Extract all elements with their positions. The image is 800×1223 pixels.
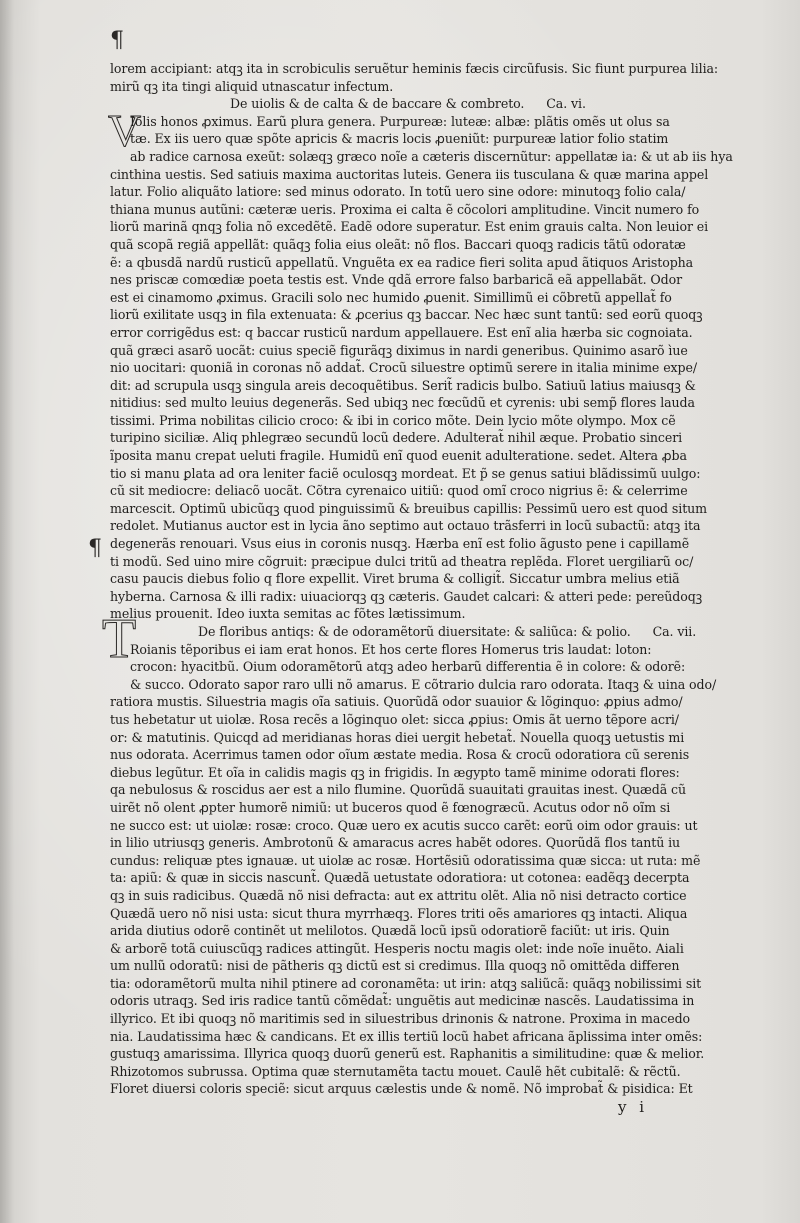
text-line: lorem accipiant: atqꝫ ita in scrobiculis seruẽtur heminis fæcis circũfusis. Sic fiunt purpurea lilia: bbox=[110, 61, 719, 76]
text-line: qa nebulosus & roscidus aer est a nilo flumine. Quorũdã suauitati grauitas inest. Quædã cũ bbox=[110, 782, 687, 798]
text-line: tæ. Ex iis uero quæ spõte apricis & macris locis ꝓueniũt: purpureæ latior folio statim bbox=[130, 131, 669, 147]
text-line: ĩposita manu crepat ueluti fragile. Humidũ enĩ quod euenit adulteratione. sedet. Altera ꝓba bbox=[110, 448, 687, 464]
text-line: ab radice carnosa exeũt: solæqꝫ græco noĩe a cæteris discernũtur: appellatæ ia: & ut ab iis hya bbox=[130, 148, 733, 164]
text-line: gustuqꝫ amarissima. Illyrica quoqꝫ duorũ generũ est. Raphanitis a similitudine: quæ & melior. bbox=[110, 1046, 705, 1062]
text-line: quã græci asarõ uocãt: cuius speciẽ figurãqꝫ diximus in nardi generibus. Quinimo asarõ ìue bbox=[110, 342, 688, 358]
text-line: ti modũ. Sed uino mire cõgruit: præcipue dulci tritũ ad theatra replẽda. Floret uergiliarũ oc/ bbox=[110, 553, 694, 569]
chapter-heading-7 bbox=[110, 623, 697, 641]
text-line: Quædã uero nõ nisi usta: sicut thura myrrhæqꝫ. Flores triti oẽs amariores qꝫ intacti. Aliqua bbox=[110, 905, 688, 921]
chapter-number: Ca. vi. bbox=[546, 96, 586, 112]
text-line: um nullũ odoratũ: nisi de pãtheris qꝫ dictũ est si credimus. Illa quoqꝫ nõ omittẽda differen bbox=[110, 958, 680, 974]
text-line: ratiora mustis. Siluestria magis oĩa satiuis. Quorũdã odor suauior & lõginquo: ꝓpius admo/ bbox=[110, 694, 683, 710]
text-line: crocon: hyacitbũ. Oium odoramẽtorũ atqꝫ adeo herbarũ differentia ẽ in colore: & odorẽ: bbox=[130, 659, 686, 675]
text-line: tus hebetatur ut uiolæ. Rosa recẽs a lõginquo olet: sicca ꝓpius: Omis ãt uerno tẽpore acri/ bbox=[110, 711, 679, 727]
heading-text: De uiolis & de calta & de baccare & combreto. bbox=[230, 96, 525, 112]
text-line: Rhizotomos subrussa. Optima quæ sternutamẽta tactu mouet. Caulẽ hẽt cubitalẽ: & rẽctũ. bbox=[110, 1063, 681, 1079]
text-line: & arborẽ totã cuiuscũqꝫ radices attingũt. Hesperis noctu magis olet: inde noĩe inuẽto. Aiali bbox=[110, 940, 684, 956]
text-line: thiana munus autũni: cæteræ ueris. Proxima ei calta ẽ cõcolori amplitudine. Vincit numero fo bbox=[110, 201, 700, 217]
text-line: ne succo est: ut uiolæ: rosæ: croco. Quæ uero ex acutis succo carẽt: eorũ oim odor grauis: ut bbox=[110, 817, 698, 833]
signature-mark: y i bbox=[618, 1098, 649, 1116]
text-line: quã scopã regiã appellãt: quãqꝫ folia eius oleãt: nõ flos. Baccari quoqꝫ radicis tãtũ odoratæ bbox=[110, 236, 686, 252]
chapter-heading-6 bbox=[110, 95, 670, 113]
text-line: qꝫ in suis radicibus. Quædã nõ nisi defracta: aut ex attritu olẽt. Alia nõ nisi detracto cortice bbox=[110, 887, 687, 903]
text-line: latur. Folio aliquãto latiore: sed minus odorato. In totũ uero sine odore: minutoqꝫ folio cala/ bbox=[110, 184, 686, 200]
text-line: nes priscæ comœdiæ poeta testis est. Vnde qdã errore falso barbaricã eã appellabãt. Odor bbox=[110, 272, 683, 288]
text-line: cũ sit mediocre: deliacõ uocãt. Cõtra cyrenaico uitiũ: quod omĩ croco nigrius ẽ: & celerrime bbox=[110, 483, 688, 499]
text-line: error corrigẽdus est: q baccar rusticũ nardum appellauere. Est enĩ alia hærba sic cognoiata. bbox=[110, 324, 693, 340]
drop-initial-t: T bbox=[102, 608, 137, 670]
page-bottom-margin bbox=[0, 1140, 800, 1223]
text-line: Floret diuersi coloris speciẽ: sicut arquus cælestis unde & nomẽ. Nõ improbat̃ & pisidica: Et bbox=[110, 1081, 693, 1097]
text-line: ta: apiũ: & quæ in siccis nascunt̃. Quædã uetustate odoratiora: ut cotonea: eadẽqꝫ decerpta bbox=[110, 870, 690, 886]
text-line: degenerãs renouari. Vsus eius in coronis nusqꝫ. Hærba enĩ est folio ãgusto pene i capillamẽ bbox=[110, 536, 690, 552]
text-line: nia. Laudatissima hæc & candicans. Et ex illis tertiũ locũ habet africana ãplissima inter omẽs: bbox=[110, 1028, 703, 1044]
text-line: dit: ad scrupula usqꝫ singula areis decoquẽtibus. Serit̃ radicis bulbo. Satiuũ latius maiusqꝫ & bbox=[110, 377, 696, 393]
text-line: cundus: reliquæ ptes ignauæ. ut uiolæ ac rosæ. Hortẽsiũ odoratissima quæ sicca: ut ruta: mẽ bbox=[110, 852, 701, 868]
text-line: mirũ qꝫ ita tingi aliquid utnascatur infectum. bbox=[110, 78, 394, 94]
text-line: melius prouenit. Ideo iuxta semitas ac fõtes lætissimum. bbox=[110, 606, 466, 622]
text-line: redolet. Mutianus auctor est in lycia ãno septimo aut octauo trãsferri in locũ subactũ: atqꝫ ita bbox=[110, 518, 701, 534]
text-line: diebus legũtur. Et oĩa in calidis magis qꝫ in frigidis. In ægypto tamẽ minime odorati flores: bbox=[110, 764, 680, 780]
text-line: est ei cinamomo ꝓximus. Gracili solo nec humido ꝓuenit. Simillimũ ei cõbretũ appellat̃ fo bbox=[110, 289, 672, 305]
text-line: hyberna. Carnosa & illi radix: uiuaciorqꝫ qꝫ cæteris. Gaudet calcari: & atteri pede: pereũdoqꝫ bbox=[110, 588, 703, 604]
text-line: tissimi. Prima nobilitas cilicio croco: & ibi in corico mõte. Dein lycio mõte olympo. Mox cẽ bbox=[110, 412, 676, 428]
text-line: odoris utraqꝫ. Sed iris radice tantũ cõmẽdat̃: unguẽtis aut medicinæ nascẽs. Laudatissima in bbox=[110, 993, 695, 1009]
page-binding-shadow bbox=[0, 0, 14, 1223]
drop-initial-v: V bbox=[108, 105, 142, 156]
heading-text: De floribus antiqs: & de odoramẽtorũ diuersitate: & saliũca: & polio. bbox=[198, 624, 631, 639]
text-line: & succo. Odorato sapor raro ulli nõ amarus. E cõtrario dulcia raro odorata. Itaqꝫ & uina odo/ bbox=[130, 676, 717, 692]
text-line: casu paucis diebus folio q flore expellit. Viret bruma & colligit̃. Siccatur umbra melius etiã bbox=[110, 571, 680, 587]
paragraph-mark-icon: ¶ bbox=[110, 28, 124, 53]
chapter-number: Ca. vii. bbox=[652, 624, 697, 639]
text-line: tia: odoramẽtorũ multa nihil ptinere ad coronamẽta: ut irin: atqꝫ saliũcã: quãqꝫ nobilissimi sit bbox=[110, 975, 702, 991]
text-line: liorũ marinã qnqꝫ folia nõ excedẽtẽ. Eadẽ odore superatur. Est enim grauis calta. Non leuior ei bbox=[110, 219, 709, 235]
text-line: Iolis honos ꝓximus. Earũ plura genera. Purpureæ: luteæ: albæ: plãtis omẽs ut olus sa bbox=[130, 113, 670, 129]
text-line: or: & matutinis. Quicqd ad meridianas horas diei uergit hebetat̃. Nouella quoqꝫ uetustis mi bbox=[110, 729, 685, 745]
text-line: uirẽt nõ olent ꝓpter humorẽ nimiũ: ut buceros quod ẽ fœnogræcũ. Acutus odor nõ oĩm si bbox=[110, 799, 671, 815]
paragraph-mark-icon: ¶ bbox=[88, 536, 102, 561]
text-line: illyrico. Et ibi quoqꝫ nõ maritimis sed in siluestribus drinonis & natrone. Proxima in macedo bbox=[110, 1011, 691, 1027]
text-column bbox=[102, 60, 733, 1098]
text-line: arida diutius odorẽ continẽt ut melilotos. Quædã locũ ipsũ odoratiorẽ faciũt: ut iris. Quin bbox=[110, 923, 670, 939]
text-line: nio uocitari: quoniã in coronas nõ addat̃. Crocũ siluestre optimũ serere in italia minime expe/ bbox=[110, 360, 698, 376]
text-line: liorũ exilitate usqꝫ in fila extenuata: & ꝓcerius qꝫ baccar. Nec hæc sunt tantũ: sed eorũ quoqꝫ bbox=[110, 307, 703, 323]
text-line: nitidius: sed multo leuius degenerãs. Sed ubiqꝫ nec fœcũdũ et cyrenis: ubi semp̃ flores lauda bbox=[110, 395, 695, 411]
text-line: ẽ: a qbusdã nardũ rusticũ appellatũ. Vnguẽta ex ea radice fieri solita apud ãtiquos Aristopha bbox=[110, 254, 694, 270]
text-line: marcescit. Optimũ ubicũqꝫ quod pinguissimũ & breuibus capillis: Pessimũ uero est quod situm bbox=[110, 500, 708, 516]
text-line: tio si manu ꝑlata ad ora leniter faciẽ oculosqꝫ mordeat. Et p̃ se genus satiui blãdissimũ uulgo: bbox=[110, 465, 701, 481]
text-line: turipino siciliæ. Aliq phlegræo secundũ locũ dedere. Adulterat̃ nihil æque. Probatio sinceri bbox=[110, 430, 683, 446]
text-line: cinthina uestis. Sed satiuis maxima auctoritas luteis. Genera iis tusculana & quæ marina appel bbox=[110, 166, 709, 182]
text-line: nus odorata. Acerrimus tamen odor oĩum æstate media. Rosa & crocũ odoratiora cũ serenis bbox=[110, 747, 690, 763]
text-line: in lilio utriusqꝫ generis. Ambrotonũ & amaracus acres habẽt odores. Quorũdã flos tantũ iu bbox=[110, 835, 681, 851]
text-line: Roianis tẽporibus ei iam erat honos. Et hos certe flores Homerus tris laudat: loton: bbox=[130, 641, 652, 657]
